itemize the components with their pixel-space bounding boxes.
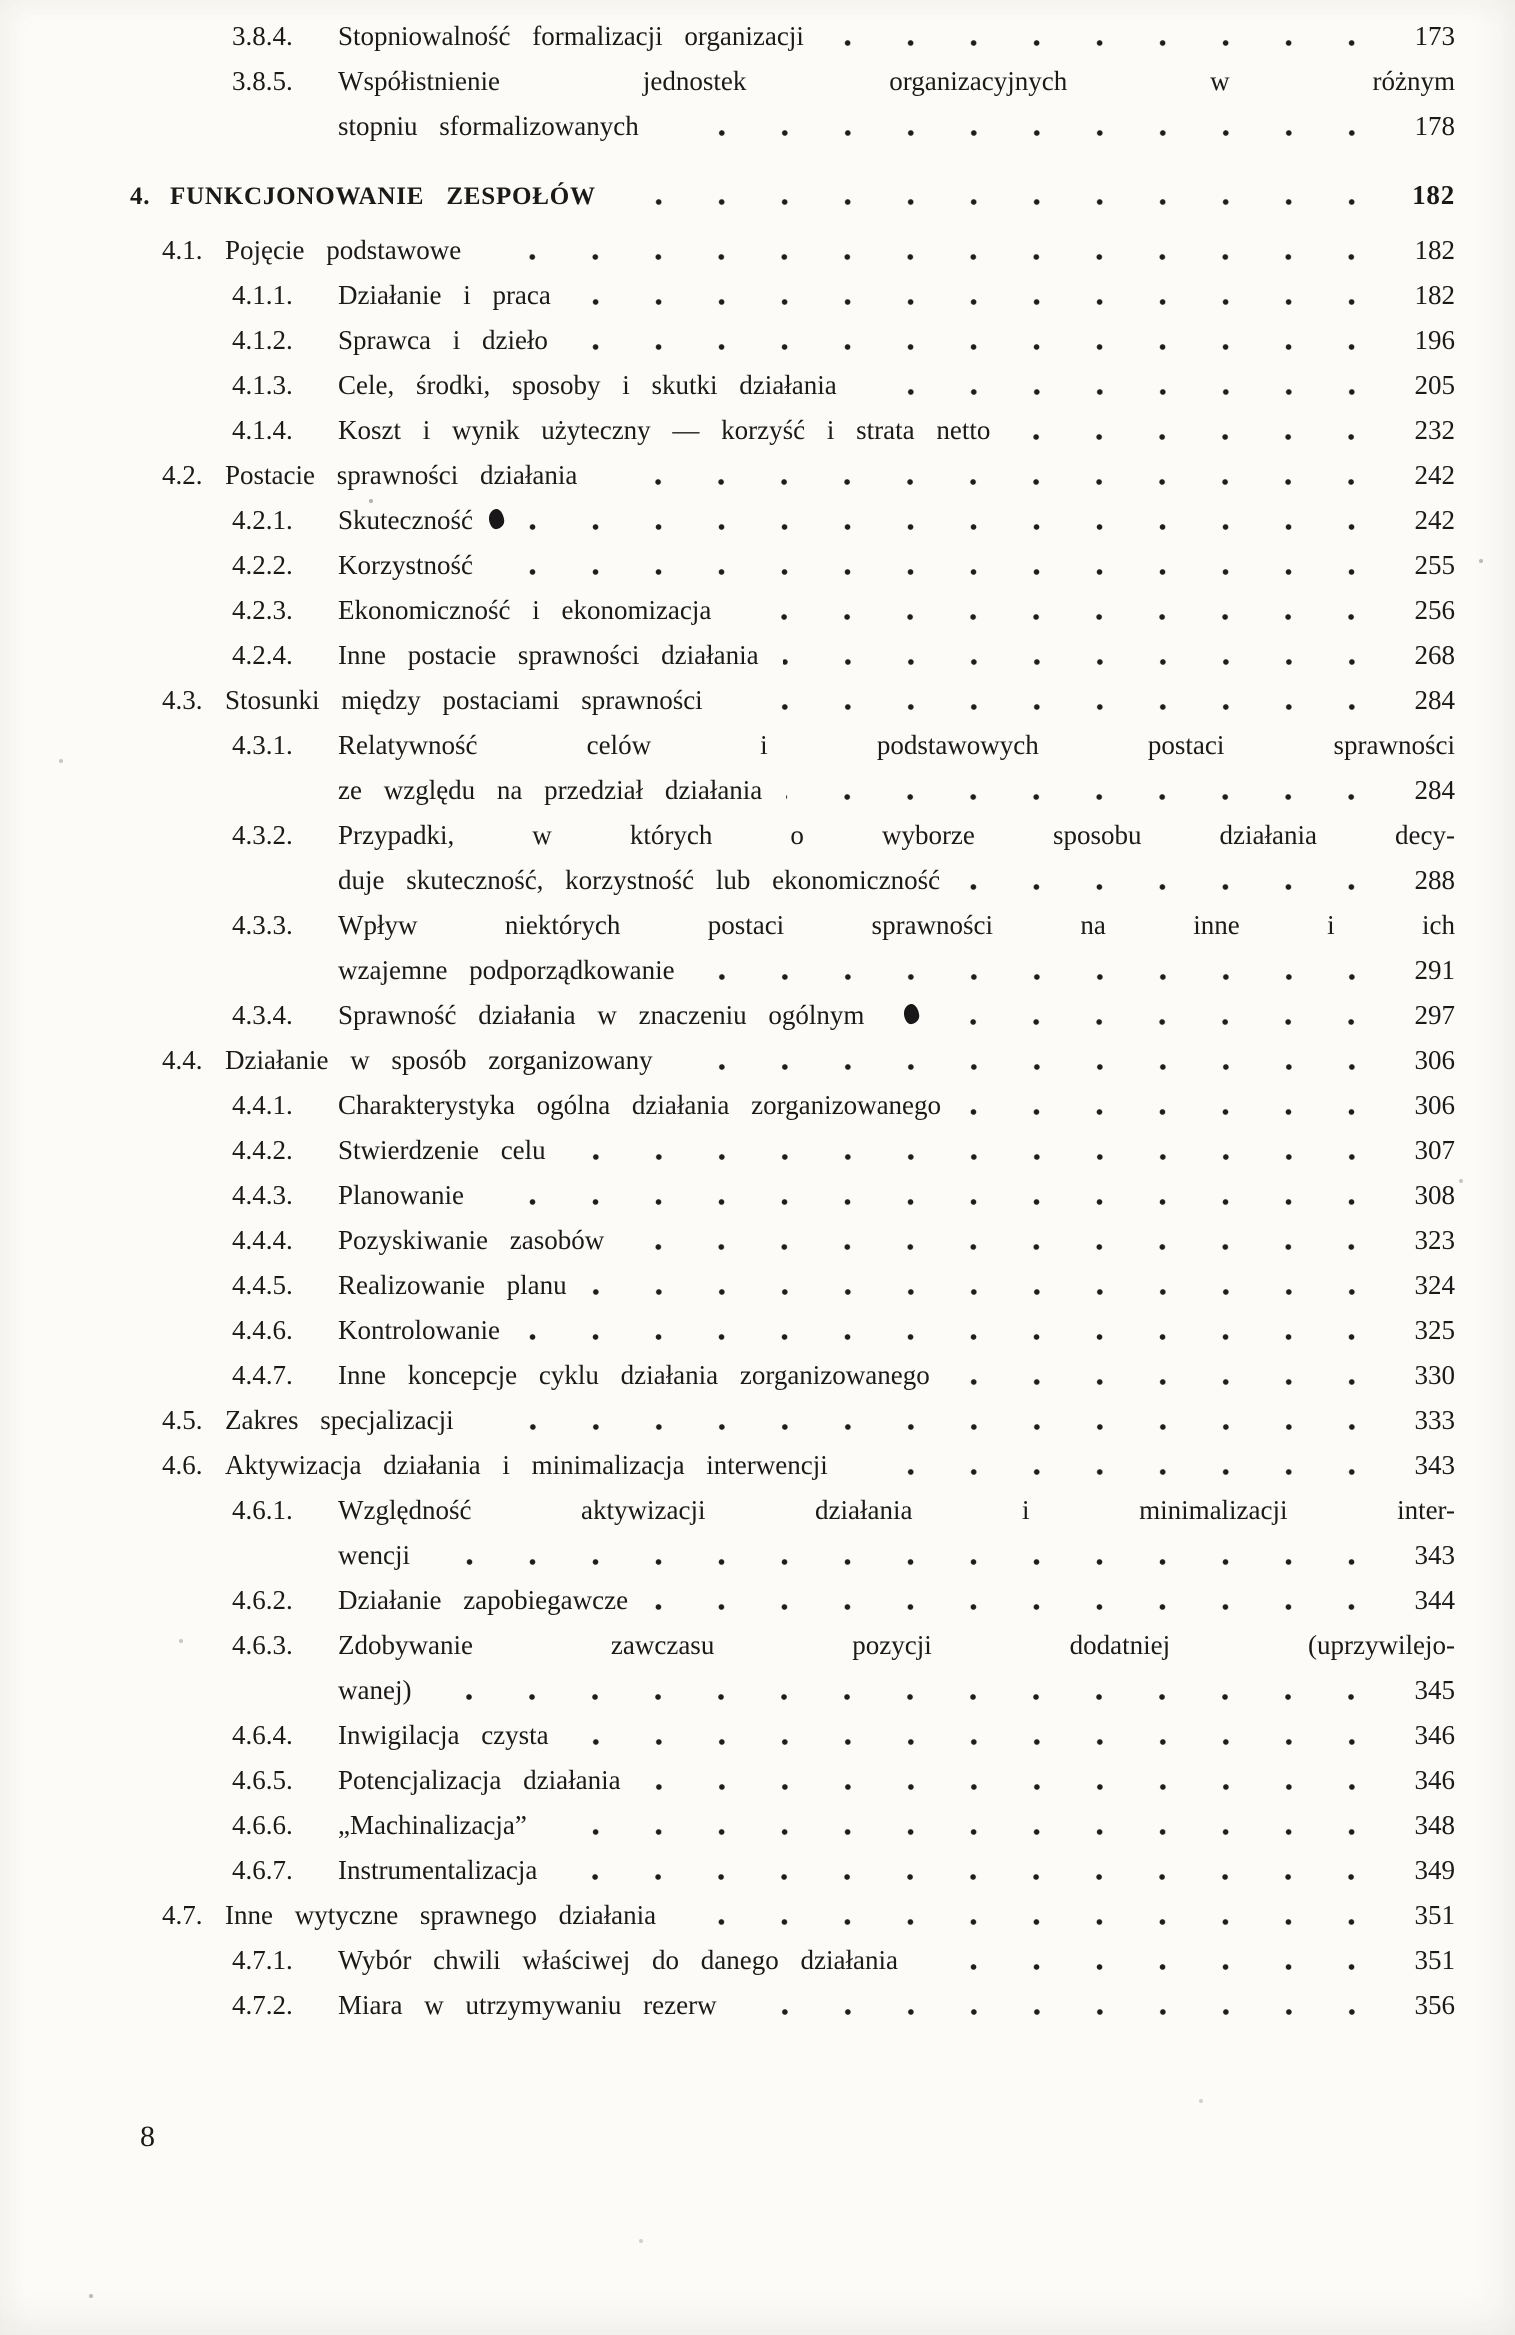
- dot-leader: [551, 1803, 1385, 1848]
- toc-row: [0, 588, 1455, 633]
- dot-leader: [572, 318, 1385, 363]
- dot-leader: [786, 768, 1385, 813]
- toc-entry-number: 4.6.3.: [232, 1630, 293, 1660]
- toc-row: [0, 903, 1455, 948]
- dot-leader: [628, 1218, 1385, 1263]
- dot-leader: [861, 363, 1385, 408]
- toc-row: [0, 948, 1455, 993]
- toc-entry-number: 4.2.3.: [232, 595, 293, 625]
- toc-row: [0, 543, 1455, 588]
- toc-entry-page: 308: [1414, 1180, 1455, 1210]
- scan-speckles: [0, 0, 2, 2]
- toc-row: [0, 1308, 1455, 1353]
- dot-leader: [645, 1758, 1385, 1803]
- toc-entry-page: 306: [1414, 1090, 1455, 1120]
- toc-entry-title: Wybór chwili właściwej do danego działania: [338, 1945, 898, 1975]
- toc-entry-number: 4.4.7.: [232, 1360, 293, 1390]
- toc-entry-title: Ekonomiczność i ekonomizacja: [338, 595, 712, 625]
- toc-row: [0, 723, 1455, 768]
- toc-row: [0, 1038, 1455, 1083]
- toc-entry-title: ze względu na przedział działania: [338, 775, 763, 805]
- toc-row: [0, 498, 1455, 543]
- toc-entry-number: 4.4.4.: [232, 1225, 293, 1255]
- dot-leader: [680, 1893, 1385, 1938]
- toc-entry-number: 4.3.3.: [232, 910, 293, 940]
- toc-row: [0, 1533, 1455, 1578]
- toc-entry-number: 4.4.2.: [232, 1135, 293, 1165]
- toc-entry-page: 268: [1414, 640, 1455, 670]
- dot-leader: [677, 1038, 1385, 1083]
- toc-row: [0, 1668, 1455, 1713]
- toc-row: [0, 363, 1455, 408]
- toc-entry-title: Charakterystyka ogólna działania zorganizowanego: [338, 1090, 942, 1120]
- ink-blot-icon: [488, 508, 505, 530]
- toc-entry-number: 4.1.1.: [232, 280, 293, 310]
- toc-entry-page: 330: [1414, 1360, 1455, 1390]
- toc-row: [0, 1083, 1455, 1128]
- ink-blot-icon: [903, 1003, 920, 1025]
- toc-entry-title: Inne koncepcje cyklu działania zorganizowanego: [338, 1360, 930, 1390]
- toc-entry-title: Planowanie: [338, 1180, 464, 1210]
- toc-row: [0, 104, 1455, 149]
- toc-entry-title: Zdobywanie zawczasu pozycji dodatniej (uprzywilejo-: [338, 1630, 1455, 1660]
- toc-entry-page: 325: [1414, 1315, 1455, 1345]
- toc-entry-number: 4.3.2.: [232, 820, 293, 850]
- toc-entry-page: 284: [1414, 775, 1455, 805]
- toc-entry-page: 343: [1414, 1540, 1455, 1570]
- toc-entry-page: 346: [1414, 1720, 1455, 1750]
- toc-entry-page: 307: [1414, 1135, 1455, 1165]
- toc-row: [0, 1263, 1455, 1308]
- dot-leader: [943, 993, 1385, 1038]
- toc-entry-number: 4.7.1.: [232, 1945, 293, 1975]
- toc-entry-number: 4.7.: [162, 1900, 203, 1930]
- toc-entry-number: 4.2.4.: [232, 640, 293, 670]
- toc-entry-page: 284: [1414, 685, 1455, 715]
- toc-row: [0, 768, 1455, 813]
- dot-leader: [828, 14, 1385, 59]
- toc-row: [0, 1938, 1455, 1983]
- toc-entry-title: Działanie w sposób zorganizowany: [225, 1045, 653, 1075]
- toc-entry-number: 4.6.4.: [232, 1720, 293, 1750]
- toc-row: [0, 1353, 1455, 1398]
- toc-entry-title: Koszt i wynik użyteczny — korzyść i strata netto: [338, 415, 991, 445]
- toc-entry-title: stopniu sformalizowanych: [338, 111, 639, 141]
- toc-entry-page: 205: [1414, 370, 1455, 400]
- toc-row: [0, 1443, 1455, 1488]
- toc-entry-title: Inne postacie sprawności działania: [338, 640, 759, 670]
- toc-row: [0, 228, 1455, 273]
- toc-entry-title: Współistnienie jednostek organizacyjnych w różnym: [338, 66, 1455, 96]
- toc-entry-number: 4.2.2.: [232, 550, 293, 580]
- toc-row: [0, 173, 1455, 218]
- toc-row: [0, 678, 1455, 723]
- toc-entry-title: Cele, środki, sposoby i skutki działania: [338, 370, 837, 400]
- dot-leader: [652, 1578, 1385, 1623]
- toc-entry-page: 178: [1414, 111, 1455, 141]
- toc-entry-page: 182: [1414, 235, 1455, 265]
- dot-leader: [852, 1443, 1385, 1488]
- toc-entry-title: Przypadki, w których o wyborze sposobu działania decy-: [338, 820, 1455, 850]
- toc-entry-number: 4.4.: [162, 1045, 203, 1075]
- toc-entry-page: 291: [1414, 955, 1455, 985]
- toc-entry-number: 4.6.1.: [232, 1495, 293, 1525]
- dot-leader: [485, 228, 1385, 273]
- toc-entry-number: 4.6.6.: [232, 1810, 293, 1840]
- toc-entry-number: 4.1.: [162, 235, 203, 265]
- toc-entry-title: wanej): [338, 1675, 412, 1705]
- toc-entry-title: Stwierdzenie celu: [338, 1135, 546, 1165]
- toc-entry-number: 4.3.1.: [232, 730, 293, 760]
- toc-entry-page: 346: [1414, 1765, 1455, 1795]
- toc-entry-title: wencji: [338, 1540, 410, 1570]
- toc-entry-title: Wpływ niektórych postaci sprawności na inne i ich: [338, 910, 1455, 940]
- toc-entry-page: 255: [1414, 550, 1455, 580]
- toc-entry-page: 349: [1414, 1855, 1455, 1885]
- toc-entry-title: Stopniowalność formalizacji organizacji: [338, 21, 804, 51]
- toc-entry-title: Pojęcie podstawowe: [225, 235, 462, 265]
- toc-entry-title: Instrumentalizacja: [338, 1855, 538, 1885]
- toc-entry-title: Kontrolowanie: [338, 1315, 500, 1345]
- dot-leader: [478, 1398, 1385, 1443]
- toc-entry-page: 242: [1414, 505, 1455, 535]
- toc-entry-number: 4.2.: [162, 460, 203, 490]
- toc-entry-page: 196: [1414, 325, 1455, 355]
- toc-entry-number: 4.6.7.: [232, 1855, 293, 1885]
- toc-row: [0, 1713, 1455, 1758]
- toc-entry-title: duje skuteczność, korzystność lub ekonomiczność: [338, 865, 941, 895]
- toc-entry-page: 173: [1414, 21, 1455, 51]
- toc-entry-page: 182: [1412, 180, 1455, 210]
- dot-leader: [524, 1308, 1385, 1353]
- dot-leader: [954, 1353, 1385, 1398]
- toc-row: [0, 1893, 1455, 1938]
- toc-entry-page: 288: [1414, 865, 1455, 895]
- toc-row: [0, 1983, 1455, 2028]
- toc-entry-title: Aktywizacja działania i minimalizacja interwencji: [225, 1450, 828, 1480]
- toc: [0, 14, 1515, 2028]
- toc-row: [0, 453, 1455, 498]
- toc-entry-number: 4.5.: [162, 1405, 203, 1435]
- toc-entry-page: 297: [1414, 1000, 1455, 1030]
- toc-row: [0, 1173, 1455, 1218]
- toc-entry-number: 4.6.2.: [232, 1585, 293, 1615]
- toc-entry-page: 344: [1414, 1585, 1455, 1615]
- dot-leader: [497, 543, 1385, 588]
- toc-entry-page: 323: [1414, 1225, 1455, 1255]
- toc-entry-title: Działanie i praca: [338, 280, 551, 310]
- dot-leader: [573, 1713, 1385, 1758]
- toc-entry-title: Działanie zapobiegawcze: [338, 1585, 629, 1615]
- dot-leader: [922, 1938, 1385, 1983]
- dot-leader: [965, 1083, 1385, 1128]
- toc-entry-page: 351: [1414, 1945, 1455, 1975]
- toc-row: [0, 993, 1455, 1038]
- toc-entry-number: 4.3.: [162, 685, 203, 715]
- toc-row: [0, 813, 1455, 858]
- toc-entry-number: 4.3.4.: [232, 1000, 293, 1030]
- dot-leader: [741, 1983, 1385, 2028]
- toc-row: [0, 273, 1455, 318]
- toc-entry-title: Realizowanie planu: [338, 1270, 567, 1300]
- toc-entry-title: Korzystność: [338, 550, 473, 580]
- toc-entry-page: 333: [1414, 1405, 1455, 1435]
- dot-leader: [528, 498, 1385, 543]
- dot-leader: [1014, 408, 1385, 453]
- toc-row: [0, 633, 1455, 678]
- toc-row: [0, 1578, 1455, 1623]
- toc-entry-number: 4.1.4.: [232, 415, 293, 445]
- toc-entry-title: Względność aktywizacji działania i minimalizacji inter-: [338, 1495, 1455, 1525]
- toc-entry-page: 351: [1414, 1900, 1455, 1930]
- toc-entry-number: 4.1.2.: [232, 325, 293, 355]
- toc-entry-title: Sprawca i dzieło: [338, 325, 548, 355]
- toc-entry-title: Inwigilacja czysta: [338, 1720, 549, 1750]
- toc-entry-number: 4.4.5.: [232, 1270, 293, 1300]
- dot-leader: [699, 948, 1385, 993]
- toc-entry-title: Potencjalizacja działania: [338, 1765, 621, 1795]
- toc-row: [0, 1398, 1455, 1443]
- toc-entry-number: 4.4.3.: [232, 1180, 293, 1210]
- dot-leader: [434, 1533, 1385, 1578]
- dot-leader: [435, 1668, 1385, 1713]
- toc-entry-number: 4.1.3.: [232, 370, 293, 400]
- toc-row: [0, 1218, 1455, 1263]
- toc-row: [0, 14, 1455, 59]
- toc-entry-title: FUNKCJONOWANIE ZESPOŁÓW: [170, 183, 596, 210]
- toc-entry-number: 3.8.4.: [232, 21, 293, 51]
- toc-entry-page: 256: [1414, 595, 1455, 625]
- toc-entry-number: 3.8.5.: [232, 66, 293, 96]
- toc-entry-number: 4.4.1.: [232, 1090, 293, 1120]
- toc-row: [0, 1488, 1455, 1533]
- toc-entry-page: 345: [1414, 1675, 1455, 1705]
- toc-entry-number: 4.: [130, 183, 151, 210]
- dot-leader: [783, 633, 1385, 678]
- dot-leader: [964, 858, 1385, 903]
- toc-entry-page: 343: [1414, 1450, 1455, 1480]
- dot-leader: [561, 1848, 1385, 1893]
- toc-row: [0, 408, 1455, 453]
- toc-entry-title: Stosunki między postaciami sprawności: [225, 685, 703, 715]
- toc-entry-title: Relatywność celów i podstawowych postaci sprawności: [338, 730, 1455, 760]
- toc-row: [0, 1758, 1455, 1803]
- toc-entry-page: 182: [1414, 280, 1455, 310]
- dot-leader: [575, 273, 1385, 318]
- toc-entry-title: Zakres specjalizacji: [225, 1405, 454, 1435]
- page-number-footer: 8: [140, 2120, 155, 2153]
- toc-entry-page: 356: [1414, 1990, 1455, 2020]
- dot-leader: [601, 453, 1385, 498]
- dot-leader: [727, 678, 1385, 723]
- toc-row: [0, 1803, 1455, 1848]
- toc-entry-number: 4.4.6.: [232, 1315, 293, 1345]
- toc-entry-title: Inne wytyczne sprawnego działania: [225, 1900, 657, 1930]
- dot-leader: [620, 173, 1385, 218]
- toc-row: [0, 318, 1455, 363]
- toc-row: [0, 1623, 1455, 1668]
- toc-row: [0, 1128, 1455, 1173]
- dot-leader: [570, 1128, 1385, 1173]
- toc-row: [0, 1848, 1455, 1893]
- dot-leader: [488, 1173, 1385, 1218]
- dot-leader: [735, 588, 1385, 633]
- toc-entry-title: Pozyskiwanie zasobów: [338, 1225, 605, 1255]
- toc-entry-page: 242: [1414, 460, 1455, 490]
- toc-entry-title: Sprawność działania w znaczeniu ogólnym: [338, 1000, 865, 1030]
- toc-entry-number: 4.6.: [162, 1450, 203, 1480]
- toc-entry-number: 4.2.1.: [232, 505, 293, 535]
- toc-entry-title: Miara w utrzymywaniu rezerw: [338, 1990, 717, 2020]
- dot-leader: [591, 1263, 1385, 1308]
- toc-entry-page: 306: [1414, 1045, 1455, 1075]
- toc-row: [0, 59, 1455, 104]
- toc-row: [0, 858, 1455, 903]
- toc-entry-title: „Machinalizacja”: [338, 1810, 527, 1840]
- toc-entry-page: 348: [1414, 1810, 1455, 1840]
- toc-entry-title: wzajemne podporządkowanie: [338, 955, 675, 985]
- toc-entry-title: Skuteczność: [338, 505, 473, 535]
- toc-entry-page: 232: [1414, 415, 1455, 445]
- dot-leader: [663, 104, 1385, 149]
- toc-entry-title: Postacie sprawności działania: [225, 460, 578, 490]
- toc-entry-number: 4.7.2.: [232, 1990, 293, 2020]
- toc-entry-number: 4.6.5.: [232, 1765, 293, 1795]
- toc-entry-page: 324: [1414, 1270, 1455, 1300]
